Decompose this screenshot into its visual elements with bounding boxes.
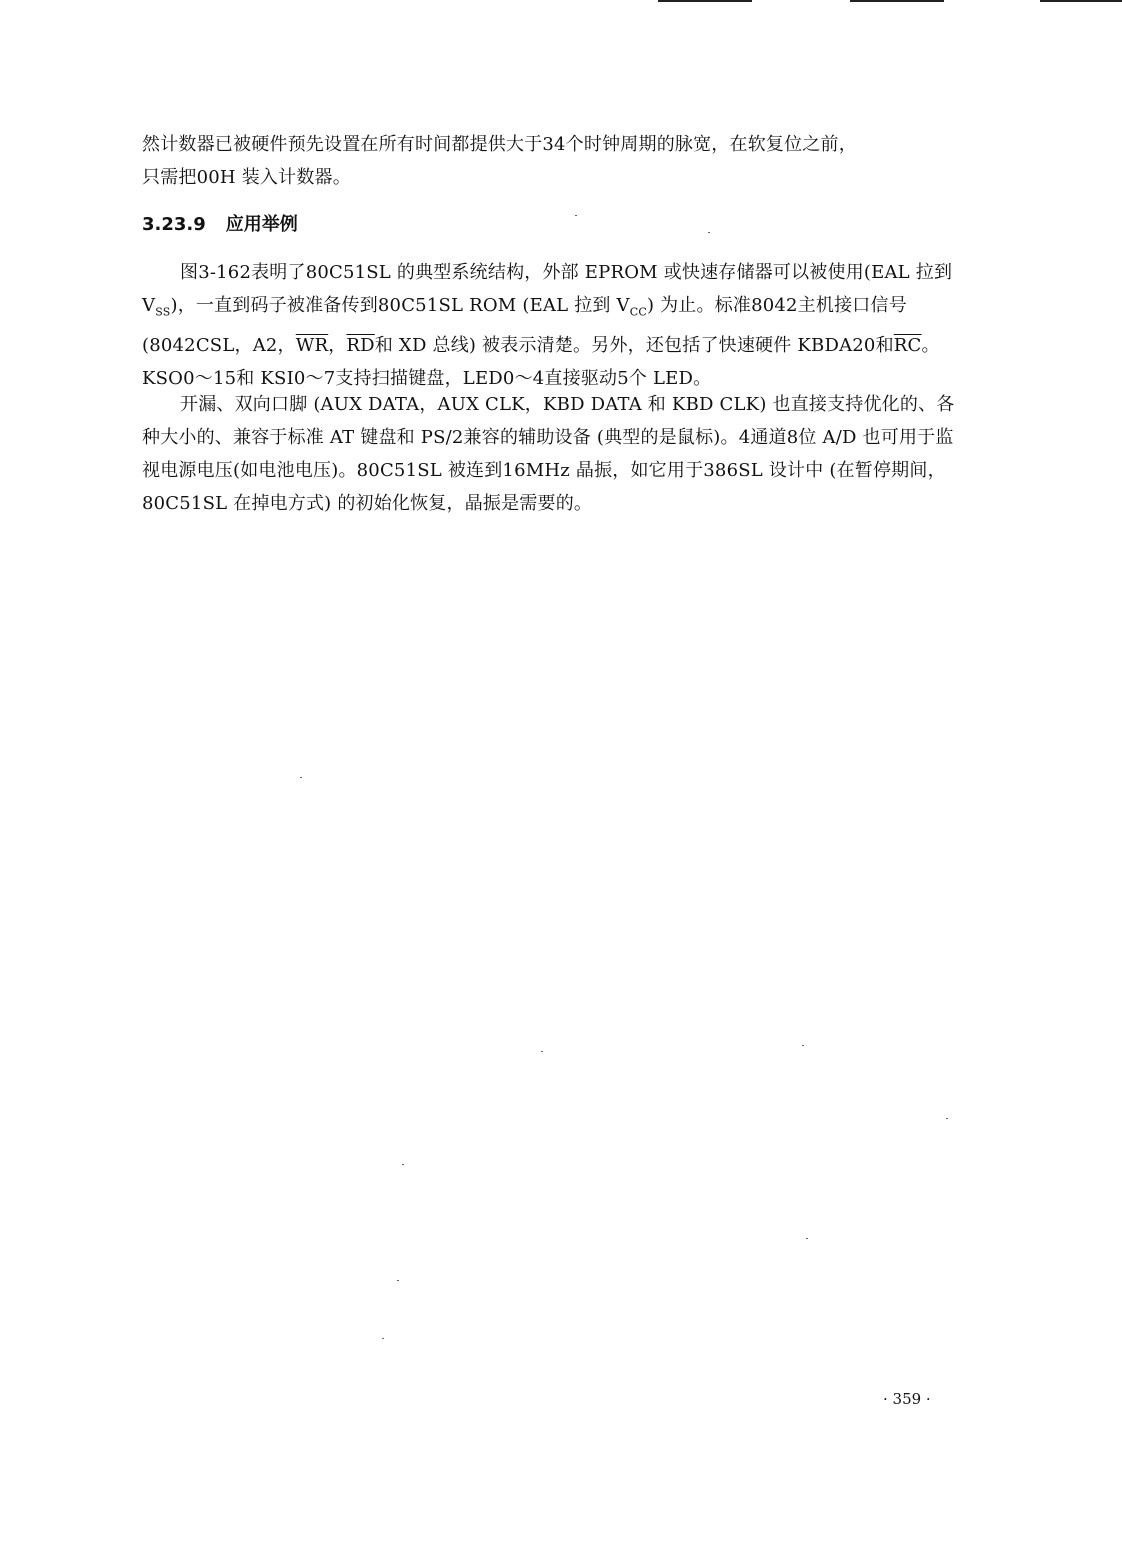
scan-speck bbox=[575, 215, 577, 216]
p1-segment-1: 图3-162表明了80C51SL 的典型系统结构，外部 EPROM 或快速存储器可以被使用(EAL 拉到 V bbox=[142, 262, 953, 316]
scan-speck bbox=[397, 1280, 399, 1281]
section-title: 应用举例 bbox=[225, 214, 298, 235]
subscript-cc: CC bbox=[629, 305, 647, 319]
top-rule-1 bbox=[658, 0, 752, 2]
signal-rc-overline: $\overline{RC}$ bbox=[893, 334, 922, 356]
signal-rd-overline: $\overline{RD}$ bbox=[346, 334, 375, 356]
scan-speck bbox=[382, 1338, 384, 1339]
continuation-line-1: 然计数器已被硬件预先设置在所有时间都提供大于34个时钟周期的脉宽，在软复位之前， bbox=[142, 134, 857, 155]
p1-segment-2: )，一直到码子被准备传到80C51SL ROM (EAL 拉到 V bbox=[170, 295, 630, 316]
scan-speck bbox=[806, 1238, 808, 1239]
p1-segment-3: ) 为止。标准8042主机接口信号 (8042CSL，A2， bbox=[142, 295, 907, 356]
continuation-paragraph bbox=[142, 128, 964, 194]
subscript-ss: SS bbox=[155, 305, 171, 319]
paragraph-2: 开漏、双向口脚 (AUX DATA，AUX CLK，KBD DATA 和 KBD CLK) 也直接支持优化的、各种大小的、兼容于标准 AT 键盘和 PS/2兼容的辅助设备 (典型的是鼠标)。4通道8位 A/D 也可用于监视电源电压(如电池电压)。80C51SL 被连到16MHz 晶振，如它用于386SL 设计中 (在暂停期间，80C51SL 在掉电方式) 的初始化恢复，晶振是需要的。 bbox=[142, 394, 955, 514]
top-rule-3 bbox=[1040, 0, 1122, 2]
p1-segment-6: 。KSO0～15和 KSI0～7支持扫描键盘，LED0～4直接驱动5个 LED。 bbox=[142, 334, 940, 389]
continuation-line-2: 只需把00H 装入计数器。 bbox=[142, 167, 351, 188]
page-number: · 359 · bbox=[883, 1390, 931, 1408]
p1-segment-4: ， bbox=[328, 334, 347, 356]
section-number: 3.23.9 bbox=[142, 214, 206, 235]
paragraph-1 bbox=[142, 256, 964, 395]
signal-wr-overline: $\overline{WR}$ bbox=[295, 334, 329, 356]
scan-speck bbox=[300, 777, 302, 778]
scan-speck bbox=[802, 1045, 804, 1046]
top-rule-2 bbox=[850, 0, 944, 2]
scan-speck bbox=[708, 232, 710, 233]
scan-speck bbox=[946, 1118, 948, 1119]
scan-speck bbox=[402, 1164, 404, 1165]
section-heading bbox=[142, 210, 298, 236]
p1-segment-5: 和 XD 总线) 被表示清楚。另外，还包括了快速硬件 KBDA20和 bbox=[374, 334, 894, 356]
scan-speck bbox=[541, 1051, 543, 1052]
